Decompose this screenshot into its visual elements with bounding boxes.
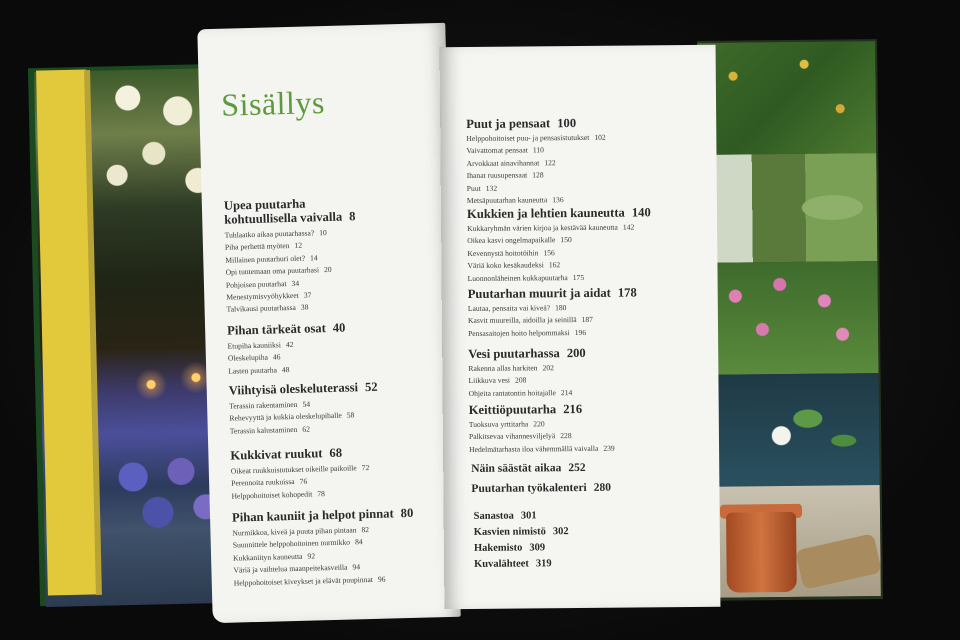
entry-text: Ohjeita rantatontin hoitajalle xyxy=(468,388,556,398)
entry-page: 239 xyxy=(603,443,615,453)
toc-entry xyxy=(466,132,605,146)
entry-text: Väriä koko kesäkaudeksi xyxy=(467,260,544,271)
main-entry xyxy=(471,480,611,497)
back-entry xyxy=(474,556,569,573)
entry-text: Rehevyyttä ja kukkia oleskelupihalle xyxy=(229,411,342,424)
entry-text: Hedelmätarhasta iloa vähemmällä vaivalla xyxy=(469,443,599,454)
entry-page: 162 xyxy=(548,260,561,270)
back-entry xyxy=(474,508,569,525)
toc-section xyxy=(229,380,379,438)
entry-text: Lautaa, pensaita vai kiveä? xyxy=(467,303,551,313)
section-page: 140 xyxy=(631,205,651,220)
section-title-text: kohtuullisella vaivalla xyxy=(224,209,343,227)
entry-text: Oikeat ruukkuistutukset oikeille paikoille xyxy=(230,463,357,476)
section-page: 200 xyxy=(566,345,586,361)
section-title xyxy=(468,286,637,301)
entry-text: Kukkaniityn kauneutta xyxy=(232,551,303,563)
entry-text: Helppohoitoiset kohopedit xyxy=(231,489,313,501)
section-page: 68 xyxy=(329,445,343,461)
toc-entry xyxy=(469,443,615,457)
back-matter xyxy=(474,508,569,573)
section-page: 52 xyxy=(364,379,378,395)
entry-page: 12 xyxy=(294,241,303,251)
toc-section xyxy=(224,195,358,316)
section-page: 100 xyxy=(557,116,577,131)
left-page xyxy=(197,23,460,623)
right-page xyxy=(440,45,721,609)
entry-text: Menestymisvyöhykkeet xyxy=(226,290,299,302)
entry-page: 42 xyxy=(285,339,294,350)
section-title-text: Pihan kauniit ja helpot pinnat xyxy=(231,506,394,525)
back-entry-text: Kasvien nimistö xyxy=(473,526,546,538)
entry-text: Lasten puutarha xyxy=(228,365,278,376)
toc-entry xyxy=(468,326,637,340)
entry-page: 38 xyxy=(300,302,309,313)
section-title-text: Upea puutarha xyxy=(223,196,306,213)
toc-section xyxy=(468,286,637,341)
entry-text: Terassin kalustaminen xyxy=(229,424,298,436)
back-entry-text: Hakemisto xyxy=(473,542,523,554)
toc-entry xyxy=(226,301,357,317)
section-title-text: Pihan tärkeät osat xyxy=(226,321,326,338)
section-page: 216 xyxy=(563,401,583,417)
entry-text: Väriä ja vaihtelua maanpeitekasveilla xyxy=(233,562,348,575)
entry-text: Oikea kasvi ongelmapaikalle xyxy=(467,235,556,246)
section-title-text: Puutarhan muurit ja aidat xyxy=(467,285,611,301)
entry-page: 180 xyxy=(555,303,567,313)
entry-text: Pensasaitojen hoito helpommaksi xyxy=(468,327,570,338)
entry-text: Luonnonläheinen kukkapuutarha xyxy=(467,272,568,283)
entry-page: 37 xyxy=(303,290,312,300)
entry-page: 132 xyxy=(485,183,498,193)
clay-pot xyxy=(726,512,797,593)
entry-text: Metsäpuutarhan kauneutta xyxy=(466,195,548,206)
entry-text: Helppohoitoiset kiveykset ja elävät puupinnat xyxy=(233,574,374,588)
toc-section xyxy=(230,445,370,503)
entry-text: Puut xyxy=(466,183,481,193)
entry-text: Millainen puutarhuri olet? xyxy=(225,253,306,265)
entry-text: Liikkuva vesi xyxy=(468,376,511,386)
section-page: 80 xyxy=(400,505,414,521)
toc-entry xyxy=(468,374,586,387)
section-page: 178 xyxy=(617,285,637,300)
entry-text: Opi tuntemaan oma puutarhasi xyxy=(225,265,320,277)
entry-page: 14 xyxy=(309,253,318,263)
section-title-text: Keittiöpuutarha xyxy=(468,402,557,417)
page-title: Sisällys xyxy=(220,84,326,123)
entry-text: Palkitsevaa vihannesviljelyä xyxy=(468,431,556,442)
toc-section xyxy=(468,346,586,400)
back-entry-text: Kuvalähteet xyxy=(474,558,529,570)
entry-page: 110 xyxy=(532,145,544,155)
entry-text: Kasvit muureilla, aidoilla ja seinillä xyxy=(467,315,577,326)
entry-text: Kevennystä hoitotöihin xyxy=(467,248,539,258)
entry-text: Tuhlaatko aikaa puutarhassa? xyxy=(224,228,315,240)
toc-entry xyxy=(468,271,652,285)
main-entries xyxy=(471,460,611,501)
toc-section xyxy=(227,321,347,378)
entry-page: 122 xyxy=(544,158,556,168)
entry-page: 175 xyxy=(572,272,585,282)
toc-section xyxy=(232,506,415,590)
entry-page: 96 xyxy=(377,574,386,584)
entry-page: 72 xyxy=(361,462,370,473)
entry-page: 196 xyxy=(574,327,587,337)
entry-page: 128 xyxy=(532,170,544,180)
toc-section xyxy=(466,116,606,208)
section-title-text: Vesi puutarhassa xyxy=(468,346,560,361)
entry-page: 48 xyxy=(281,364,290,375)
section-title xyxy=(469,402,615,417)
entry-page: 150 xyxy=(560,235,572,245)
right-photo-strip xyxy=(697,41,881,598)
entry-page: 136 xyxy=(552,195,564,205)
toc-entry xyxy=(467,157,606,171)
entry-page: 54 xyxy=(302,399,311,409)
back-entry-text: Sanastoa xyxy=(473,510,514,522)
entry-page: 92 xyxy=(307,551,316,561)
entry-page: 58 xyxy=(346,410,355,420)
toc-section xyxy=(467,205,651,285)
section-title-text: Kukkien ja lehtien kauneutta xyxy=(466,205,625,221)
chives-photo xyxy=(699,261,878,375)
entry-page: 84 xyxy=(354,537,363,547)
yellow-flowers-photo xyxy=(697,41,876,155)
toc-entry xyxy=(467,169,606,183)
entry-page: 62 xyxy=(302,424,311,434)
entry-page: 228 xyxy=(560,431,572,441)
entry-text: Vaivattomat pensaat xyxy=(466,145,528,156)
entry-text: Perennoita ruukuissa xyxy=(231,477,295,489)
toc-entry xyxy=(467,181,606,195)
back-entry-page: 319 xyxy=(535,558,552,570)
entry-text: Nurmikkoa, kiveä ja puuta pihan pintaan xyxy=(232,525,357,538)
entry-text: Terassin rakentaminen xyxy=(229,399,298,411)
entry-page: 34 xyxy=(291,278,300,288)
section-title xyxy=(467,205,651,221)
toc-entry xyxy=(231,487,370,503)
toc-entry xyxy=(228,362,347,377)
section-title-text: Kukkivat ruukut xyxy=(230,446,323,463)
entry-page: 187 xyxy=(581,315,593,325)
entry-text: Kukkaryhmän värien kirjoa ja kestävää kauneutta xyxy=(467,222,618,233)
entry-text: Etupiha kauniiksi xyxy=(227,340,282,351)
entry-text: Arvokkaat ainavihannat xyxy=(466,158,540,168)
entry-text: Rakenna allas harkiten xyxy=(468,363,538,373)
main-entry-text: Näin säästät aikaa xyxy=(471,462,562,475)
entry-page: 94 xyxy=(352,562,361,572)
entry-text: Talvikausi puutarhassa xyxy=(226,303,296,315)
toc-entry xyxy=(469,387,587,400)
back-entry-page: 309 xyxy=(529,542,546,554)
entry-page: 76 xyxy=(299,477,308,487)
section-title xyxy=(466,116,605,131)
entry-text: Tuoksuva yrttitarha xyxy=(468,419,529,429)
entry-page: 214 xyxy=(560,387,573,397)
back-entry-page: 302 xyxy=(552,526,569,538)
toc-entry xyxy=(468,362,586,375)
back-entry xyxy=(474,540,569,557)
toc-entry xyxy=(467,221,651,235)
main-entry-page: 280 xyxy=(593,481,612,494)
entry-page: 208 xyxy=(514,375,527,385)
entry-page: 142 xyxy=(622,222,635,232)
entry-page: 82 xyxy=(361,525,370,535)
section-title xyxy=(468,346,586,361)
water-lily-photo xyxy=(701,373,880,487)
section-page: 40 xyxy=(332,320,346,335)
entry-text: Pohjoisen puutarhat xyxy=(225,278,287,290)
toc-entry xyxy=(466,144,605,158)
hosta-photo xyxy=(698,153,877,263)
entry-text: Helppohoitoiset puu- ja pensasistutukset xyxy=(466,132,590,143)
pansies-photo xyxy=(103,448,225,541)
section-page: 8 xyxy=(348,209,356,224)
toc-section xyxy=(469,402,615,456)
entry-page: 10 xyxy=(319,228,327,238)
back-entry-page: 301 xyxy=(520,510,537,522)
main-entry xyxy=(471,460,611,477)
entry-page: 202 xyxy=(542,363,554,373)
entry-text: Ihanat ruusupensaat xyxy=(466,170,528,181)
section-title-text: Puut ja pensaat xyxy=(466,116,551,131)
entry-page: 20 xyxy=(323,265,332,275)
entry-page: 220 xyxy=(533,419,545,429)
main-entry-page: 252 xyxy=(568,461,586,475)
back-entry xyxy=(474,524,569,541)
entry-page: 156 xyxy=(543,248,555,258)
main-entry-text: Puutarhan työkalenteri xyxy=(471,481,587,495)
entry-page: 78 xyxy=(317,488,325,499)
entry-page: 102 xyxy=(594,132,606,142)
entry-page: 46 xyxy=(272,352,281,362)
entry-text: Oleskelupiha xyxy=(227,353,269,364)
section-title-text: Viihtyisä oleskeluterassi xyxy=(228,380,359,398)
entry-text: Suunnittele helppohoitoinen nurmikko xyxy=(232,537,351,550)
entry-text: Piha perhettä myöten xyxy=(224,241,290,253)
